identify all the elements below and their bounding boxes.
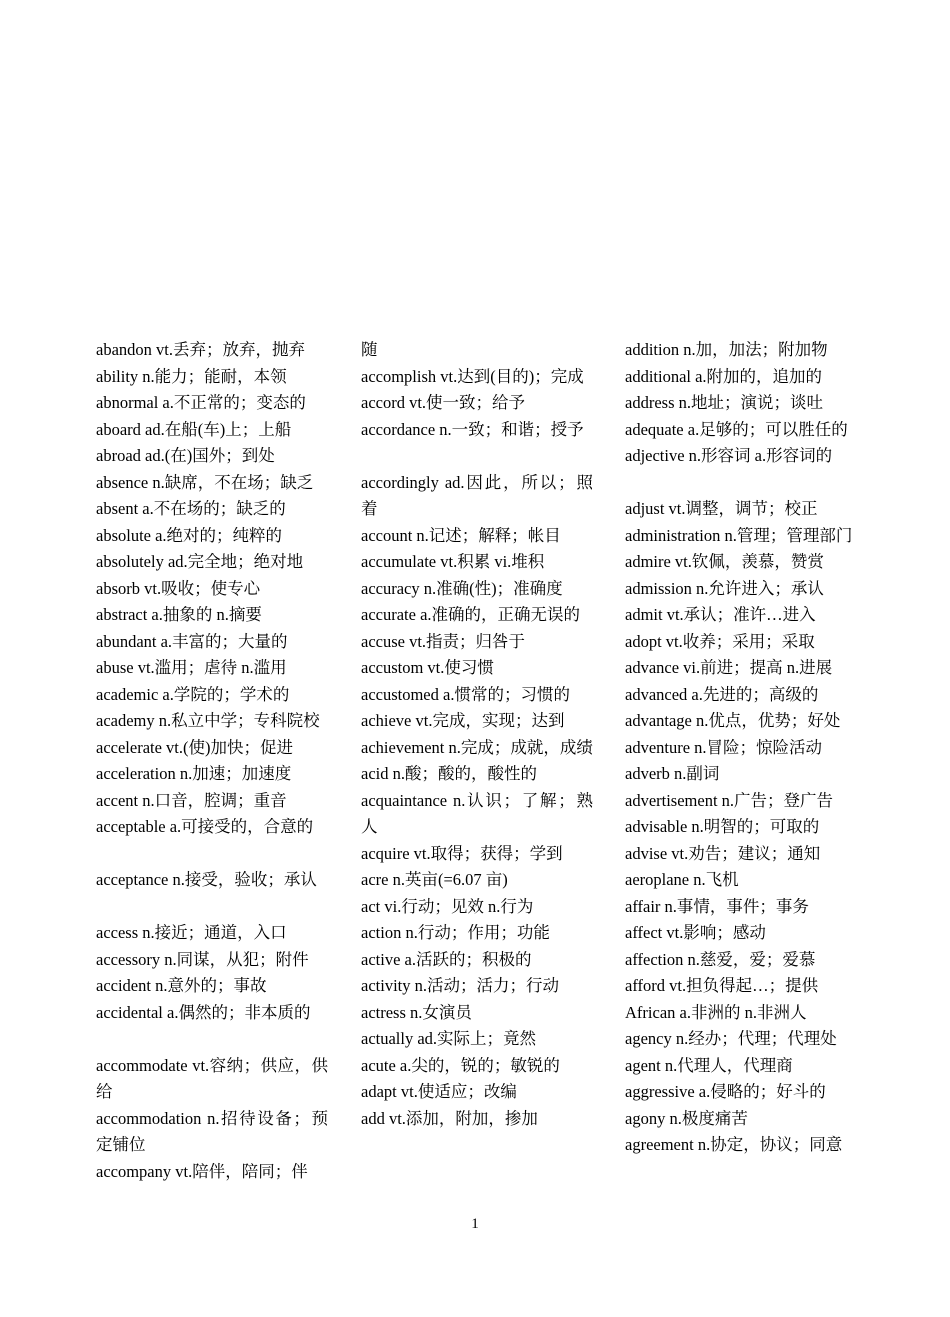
vocab-entry: 随	[361, 340, 378, 359]
vocab-entry: advantage n.优点，优势；好处	[625, 711, 841, 730]
vocab-entry: African a.非洲的 n.非洲人	[625, 1002, 807, 1022]
vocab-entry: accordance n.一致；和谐；授予	[361, 419, 584, 439]
vocab-entry: agony n.极度痛苦	[625, 1108, 748, 1128]
vocab-entry: afford vt.担负得起…；提供	[625, 976, 819, 995]
vocab-entry: acceleration n.加速；加速度	[96, 764, 292, 783]
vocab-entry: activity n.活动；活力；行动	[361, 976, 559, 995]
vocab-entry: advanced a.先进的；高级的	[625, 684, 819, 704]
vocab-entry: aeroplane n.飞机	[625, 870, 739, 889]
vocab-entry: accomplish vt.达到(目的)；完成	[361, 366, 584, 386]
vocab-entry: accord vt.使一致；给予	[361, 393, 526, 412]
vocab-entry: adjust vt.调整，调节；校正	[625, 499, 818, 518]
vocab-entry: active a.活跃的；积极的	[361, 949, 532, 969]
vocab-entry: accommodation n.招待设备；预定铺位	[96, 1108, 328, 1154]
vocab-entry: add vt.添加，附加，掺加	[361, 1108, 538, 1128]
vocab-entry: advertisement n.广告；登广告	[625, 790, 834, 810]
vocab-entry: agreement n.协定，协议；同意	[625, 1135, 843, 1154]
blank-line	[625, 470, 857, 497]
vocab-entry: addition n.加，加法；附加物	[625, 340, 828, 359]
vocab-entry: adopt vt.收养；采用；采取	[625, 631, 815, 651]
vocab-entry: achieve vt.完成，实现；达到	[361, 711, 565, 730]
vocab-entry: accident n.意外的；事故	[96, 976, 267, 995]
vocab-entry: achievement n.完成；成就，成绩	[361, 737, 593, 757]
vocab-entry: admit vt.承认；准许…进入	[625, 605, 816, 624]
vocab-entry: acquaintance n.认识；了解；熟人	[361, 790, 593, 836]
vocab-entry: actually ad.实际上；竟然	[361, 1029, 537, 1048]
vocab-entry: adventure n.冒险；惊险活动	[625, 737, 823, 757]
vocab-entry: accumulate vt.积累 vi.堆积	[361, 552, 545, 571]
vocab-entry: accustom vt.使习惯	[361, 658, 494, 677]
vocab-entry: abnormal a.不正常的；变态的	[96, 393, 306, 412]
vocab-entry: additional a.附加的，追加的	[625, 366, 823, 386]
blank-line	[96, 894, 328, 921]
blank-line	[96, 841, 328, 868]
vocab-entry: academic a.学院的；学术的	[96, 684, 290, 704]
vocab-entry: administration n.管理；管理部门	[625, 525, 853, 545]
vocab-entry: accompany vt.陪伴，陪同；伴	[96, 1161, 308, 1181]
vocab-entry: acceptable a.可接受的，合意的	[96, 817, 314, 836]
vocab-entry: accurate a.准确的，正确无误的	[361, 605, 581, 624]
vocab-entry: adapt vt.使适应；改编	[361, 1082, 517, 1101]
vocab-entry: absence n.缺席，不在场；缺乏	[96, 472, 314, 492]
vocab-entry: adverb n.副词	[625, 764, 720, 783]
blank-line	[96, 1026, 328, 1053]
vocab-entry: absent a.不在场的；缺乏的	[96, 499, 286, 518]
vocab-entry: accuracy n.准确(性)；准确度	[361, 578, 563, 598]
blank-line	[361, 443, 593, 470]
vocab-entry: accelerate vt.(使)加快；促进	[96, 737, 294, 757]
vocab-entry: acquire vt.取得；获得；学到	[361, 843, 563, 863]
vocab-entry: accidental a.偶然的；非本质的	[96, 1002, 311, 1022]
vocab-entry: academy n.私立中学；专科院校	[96, 711, 320, 730]
vocab-entry: advance vi.前进；提高 n.进展	[625, 658, 833, 677]
vocab-entry: admission n.允许进入；承认	[625, 578, 824, 598]
vocab-entry: abuse vt.滥用；虐待 n.滥用	[96, 658, 287, 677]
vocab-entry: affair n.事情，事件；事务	[625, 896, 809, 916]
vocab-entry: acid n.酸；酸的，酸性的	[361, 764, 537, 783]
vocab-entry: abundant a.丰富的；大量的	[96, 631, 288, 651]
vocab-entry: adequate a.足够的；可以胜任的	[625, 419, 848, 439]
column-3	[625, 337, 857, 1159]
vocab-entry: adjective n.形容词 a.形容词的	[625, 446, 833, 465]
vocab-entry: accessory n.同谋，从犯；附件	[96, 949, 309, 969]
vocab-entry: affect vt.影响；感动	[625, 923, 766, 942]
vocab-entry: acceptance n.接受，验收；承认	[96, 870, 317, 889]
vocab-entry: abroad ad.(在)国外；到处	[96, 446, 275, 465]
vocab-entry: absolute a.绝对的；纯粹的	[96, 525, 283, 545]
vocab-entry: ability n.能力；能耐，本领	[96, 366, 287, 386]
vocab-entry: abandon vt.丢弃；放弃，抛弃	[96, 340, 305, 359]
vocab-entry: accustomed a.惯常的；习惯的	[361, 684, 570, 704]
page-number: 1	[471, 1216, 479, 1232]
vocab-entry: admire vt.钦佩，羡慕，赞赏	[625, 552, 824, 571]
vocab-entry: acre n.英亩(=6.07 亩)	[361, 870, 508, 889]
vocab-entry: abstract a.抽象的 n.摘要	[96, 605, 262, 624]
vocab-entry: actress n.女演员	[361, 1002, 472, 1022]
vocab-entry: agent n.代理人，代理商	[625, 1055, 793, 1075]
vocab-entry: agency n.经办；代理；代理处	[625, 1029, 837, 1048]
vocab-entry: accordingly ad.因此，所以；照着	[361, 472, 593, 518]
vocab-entry: accommodate vt.容纳；供应，供给	[96, 1055, 328, 1101]
vocab-entry: accent n.口音，腔调；重音	[96, 790, 287, 810]
vocab-entry: absolutely ad.完全地；绝对地	[96, 552, 304, 571]
vocab-entry: account n.记述；解释；帐目	[361, 525, 561, 545]
vocab-entry: address n.地址；演说；谈吐	[625, 393, 823, 412]
column-2	[361, 337, 593, 1132]
vocab-entry: acute a.尖的，锐的；敏锐的	[361, 1055, 560, 1075]
vocab-entry: aboard ad.在船(车)上；上船	[96, 419, 292, 439]
column-1	[96, 337, 328, 1185]
vocab-entry: absorb vt.吸收；使专心	[96, 578, 261, 598]
vocab-entry: advisable n.明智的；可取的	[625, 817, 820, 836]
vocab-entry: act vi.行动；见效 n.行为	[361, 896, 534, 916]
vocab-entry: accuse vt.指责；归咎于	[361, 631, 526, 651]
vocab-entry: aggressive a.侵略的；好斗的	[625, 1082, 826, 1101]
vocab-entry: affection n.慈爱，爱；爱慕	[625, 949, 816, 969]
vocab-entry: action n.行动；作用；功能	[361, 923, 550, 942]
vocab-entry: advise vt.劝告；建议；通知	[625, 843, 821, 863]
vocab-entry: access n.接近；通道，入口	[96, 923, 287, 942]
